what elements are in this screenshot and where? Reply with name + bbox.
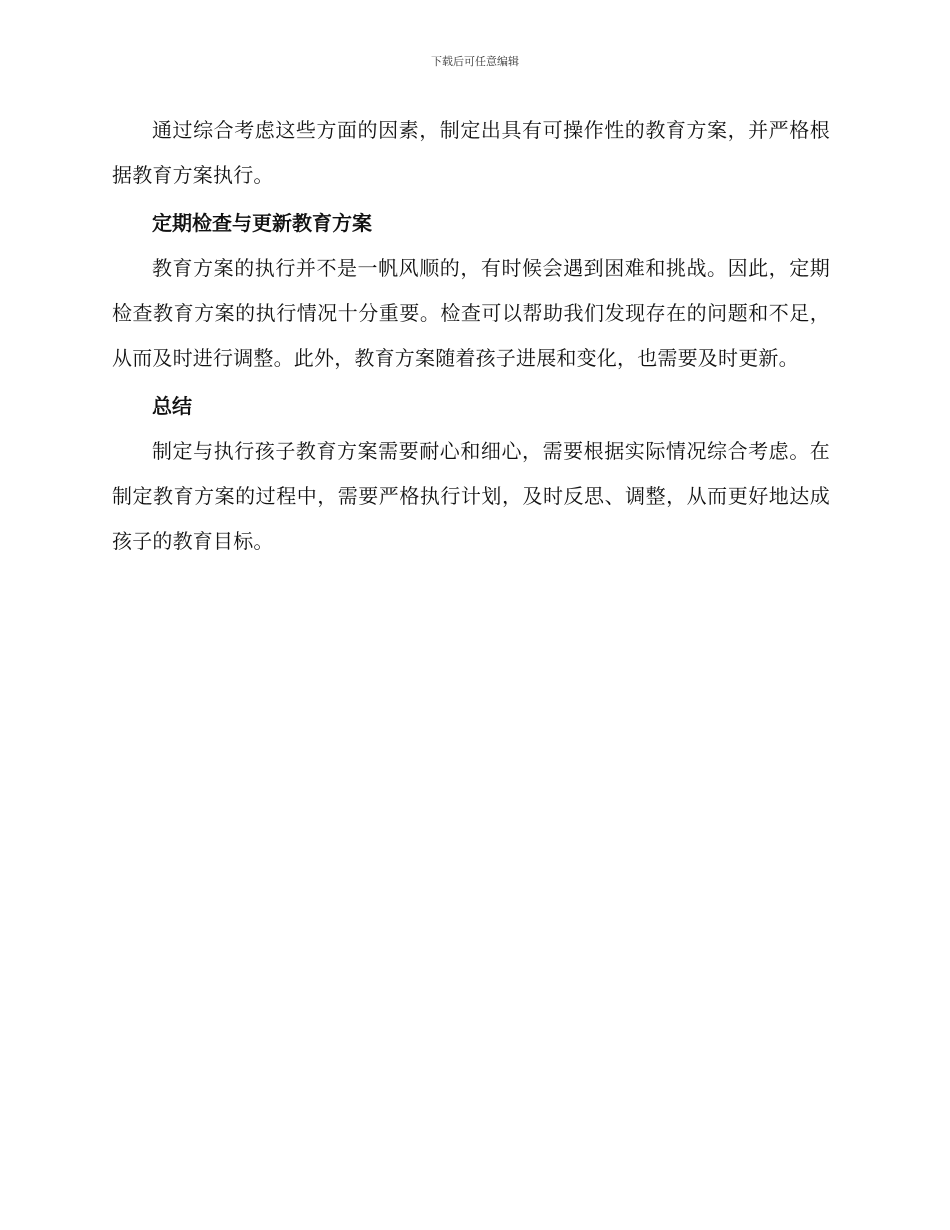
document-body xyxy=(112,108,830,564)
review-paragraph: 教育方案的执行并不是一帆风顺的，有时候会遇到困难和挑战。因此，定期检查教育方案的执行情况十分重要。检查可以帮助我们发现存在的问题和不足，从而及时进行调整。此外，教育方案随着孩子进展和变化，也需要及时更新。 xyxy=(112,256,830,370)
page-header-note: 下载后可任意编辑 xyxy=(431,55,519,68)
section-heading-review: 定期检查与更新教育方案 xyxy=(152,211,372,235)
intro-paragraph: 通过综合考虑这些方面的因素，制定出具有可操作性的教育方案，并严格根据教育方案执行。 xyxy=(112,118,830,187)
section-heading-summary: 总结 xyxy=(152,394,192,418)
summary-paragraph: 制定与执行孩子教育方案需要耐心和细心，需要根据实际情况综合考虑。在制定教育方案的过程中，需要严格执行计划，及时反思、调整，从而更好地达成孩子的教育目标。 xyxy=(112,439,830,553)
